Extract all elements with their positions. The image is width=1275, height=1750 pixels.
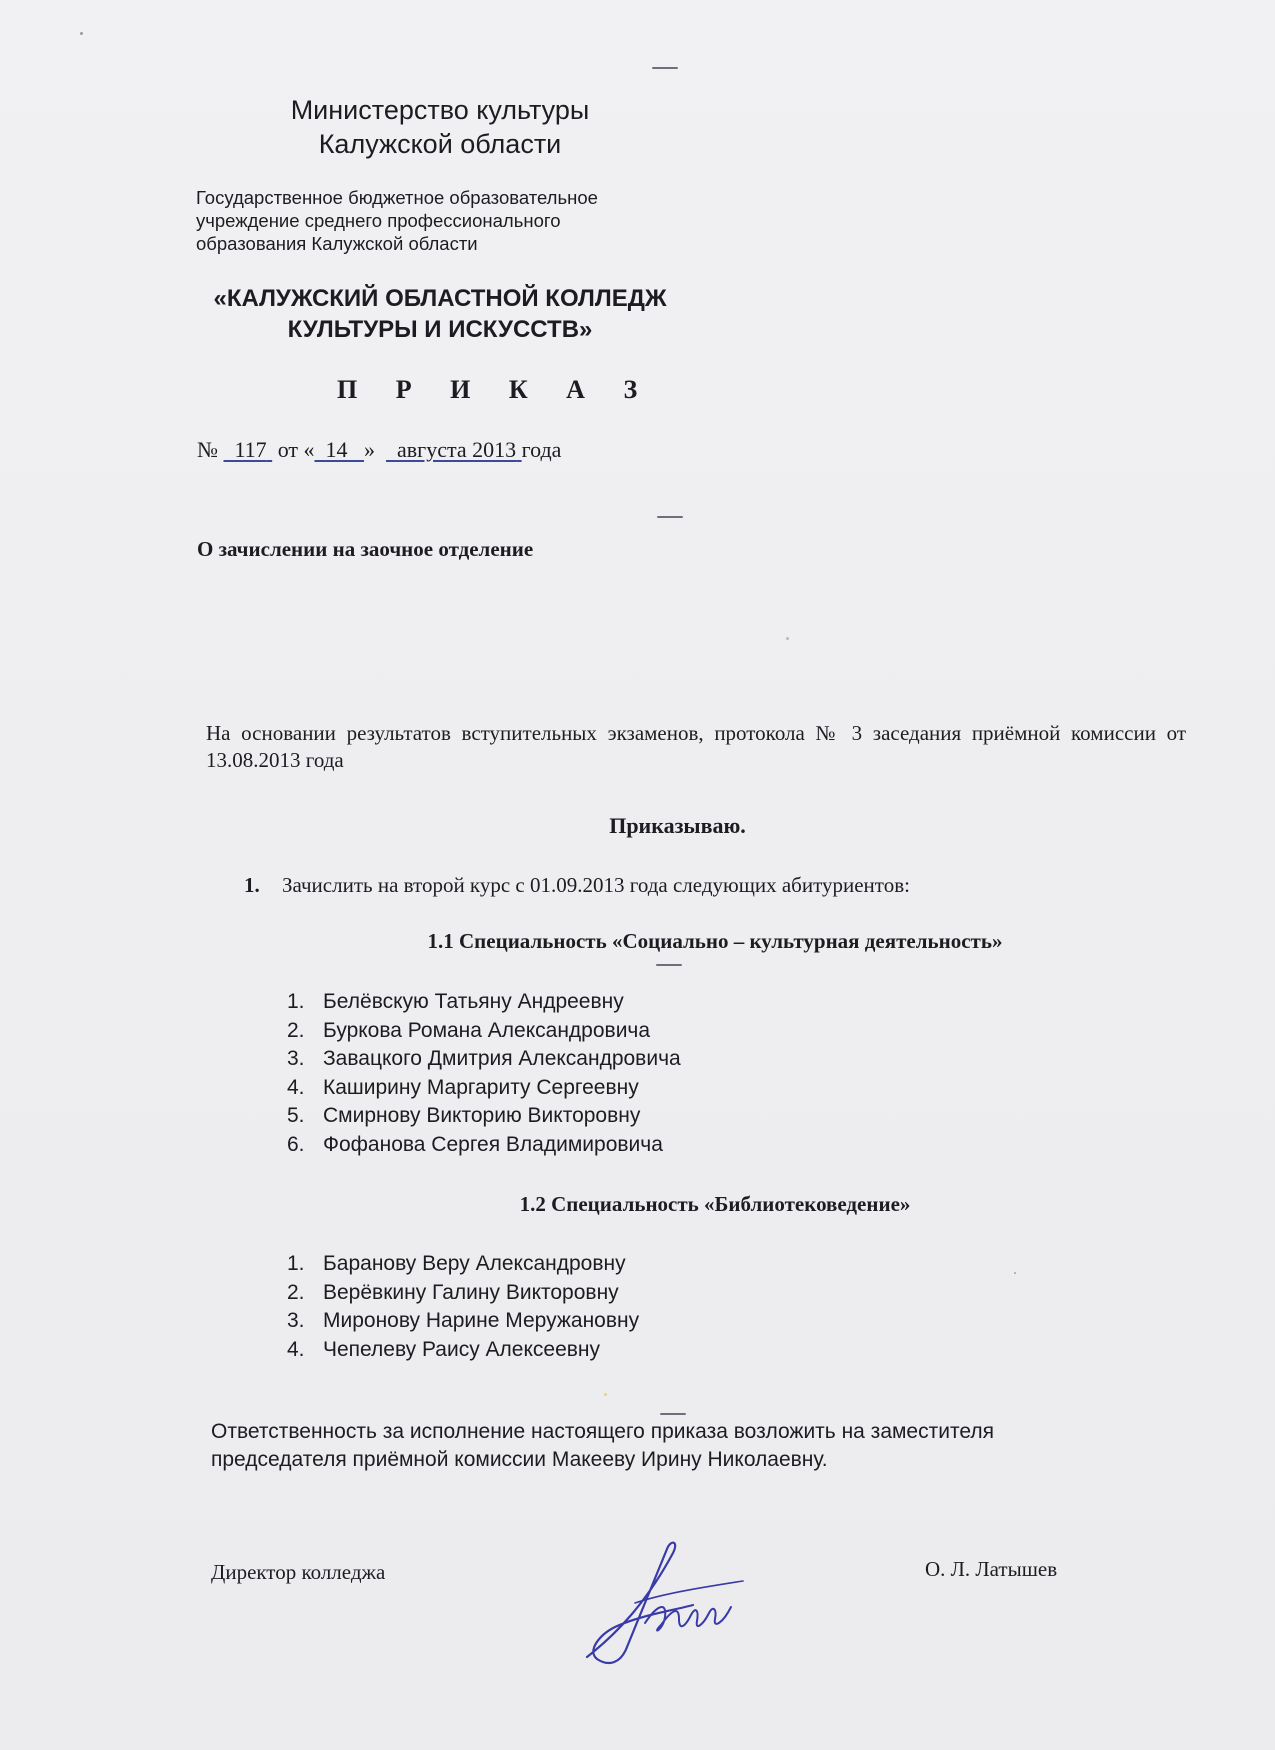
list-number: 6. [287, 1132, 305, 1156]
list-number: 4. [287, 1075, 305, 1099]
order-day-value: 14 [325, 437, 348, 462]
college-line: «КАЛУЖСКИЙ ОБЛАСТНОЙ КОЛЛЕДЖ [213, 285, 667, 312]
order-number-value: 117 [234, 437, 267, 462]
list-item [287, 1102, 681, 1131]
list-item [287, 1017, 681, 1046]
list-item [287, 1045, 681, 1074]
ministry-region-line: Калужской области [318, 129, 562, 159]
specialty-heading: 1.1 Специальность «Социально – культурная деятельность» [427, 929, 1003, 953]
list-number: 3. [287, 1047, 305, 1071]
list-item [287, 1074, 681, 1103]
director-label: Директор колледжа [211, 1560, 386, 1584]
list-number: 2. [287, 1280, 305, 1304]
scan-mark [660, 1413, 686, 1415]
order-word: Приказываю. [609, 813, 746, 838]
list-item [287, 1279, 639, 1308]
scan-speck [1014, 1272, 1016, 1274]
institution-line: учреждение среднего профессионального [196, 210, 561, 231]
list-number: 4. [287, 1337, 305, 1361]
order-subject: О зачислении на заочное отделение [197, 537, 534, 561]
list-item [287, 1131, 681, 1160]
order-number [224, 437, 273, 462]
student-name: Миронову Нарине Меружановну [323, 1309, 640, 1333]
student-name: Баранову Веру Александровну [323, 1252, 626, 1275]
director-name: О. Л. Латышев [925, 1557, 1058, 1581]
order-number-line [197, 437, 561, 463]
student-name: Завацкого Дмитрия Александровича [323, 1047, 681, 1071]
list-item [287, 1307, 639, 1336]
list-item [287, 1336, 639, 1365]
list-number: 1. [287, 1252, 305, 1275]
list-item [287, 988, 681, 1017]
responsibility-line: Ответственность за исполнение настоящего приказа возложить на заместителя [211, 1420, 994, 1443]
order-month-year [386, 437, 522, 462]
student-name: Буркова Романа Александровича [323, 1018, 651, 1042]
item-number: 1. [244, 873, 260, 897]
order-title: П Р И К А З [337, 375, 654, 404]
scan-speck [786, 637, 789, 640]
item-text: Зачислить на второй курс с 01.09.2013 года следующих абитуриентов: [282, 873, 910, 897]
institution-line: Государственное бюджетное образовательное [196, 187, 598, 208]
institution-line: образования Калужской области [196, 233, 478, 254]
list-number: 5. [287, 1104, 305, 1128]
basis-paragraph: На основании результатов вступительных экзаменов, протокола № 3 заседания приёмной комиссии от 13.08.2013 года [206, 721, 1186, 772]
college-name [180, 283, 700, 345]
institution-name [196, 186, 598, 255]
scan-mark [652, 67, 678, 69]
order-day [315, 437, 365, 462]
ministry-line: Министерство культуры [290, 95, 590, 125]
student-name: Чепелеву Раису Алексеевну [323, 1337, 601, 1361]
list-number: 3. [287, 1309, 305, 1333]
scan-speck [80, 32, 83, 35]
signature-icon [575, 1535, 755, 1675]
list-number: 2. [287, 1018, 305, 1042]
scan-mark [657, 516, 683, 518]
student-name: Фофанова Сергея Владимировича [323, 1132, 663, 1156]
student-list [287, 1250, 639, 1364]
day-open-quote: « [303, 437, 315, 462]
student-name: Белёвскую Татьяну Андреевну [323, 990, 624, 1013]
student-list [287, 988, 681, 1160]
from-label: от [277, 437, 299, 462]
student-name: Верёвкину Галину Викторовну [323, 1280, 619, 1304]
year-word: года [521, 437, 562, 462]
enrollment-item [244, 873, 910, 898]
ministry-name [200, 93, 680, 161]
specialty-heading: 1.2 Специальность «Библиотековедение» [519, 1192, 911, 1216]
number-sign: № [197, 437, 218, 462]
list-number: 1. [287, 990, 305, 1013]
responsibility-paragraph [211, 1418, 994, 1474]
list-item [287, 1250, 639, 1279]
order-month-year-value: августа 2013 [397, 437, 517, 462]
scan-mark [656, 964, 682, 966]
student-name: Смирнову Викторию Викторовну [323, 1104, 641, 1128]
day-close-quote: » [364, 437, 376, 462]
college-line: КУЛЬТУРЫ И ИСКУССТВ» [287, 316, 593, 343]
scan-speck [604, 1393, 607, 1396]
responsibility-line: председателя приёмной комиссии Макееву Ирину Николаевну. [211, 1448, 828, 1471]
student-name: Каширину Маргариту Сергеевну [323, 1075, 639, 1099]
